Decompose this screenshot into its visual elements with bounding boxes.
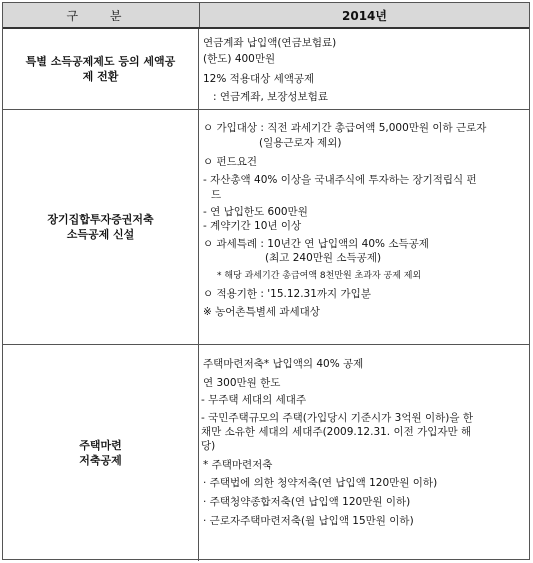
content-line: ㅇ 펀드요건	[203, 156, 258, 168]
content-line: ※ 농어촌특별세 과세대상	[203, 306, 320, 318]
content-line: (일용근로자 제외)	[259, 137, 342, 149]
content-line: (한도) 400만원	[203, 53, 276, 65]
content-line: (최고 240만원 소득공제)	[265, 252, 382, 264]
content-line: 연 300만원 한도	[203, 377, 281, 389]
content-line: 채만 소유한 세대의 세대주(2009.12.31. 이전 가입자만 해	[201, 426, 472, 438]
tax-deduction-table	[2, 2, 530, 560]
content-line: ㅇ 가입대상 : 직전 과세기간 총급여액 5,000만원 이하 근로자	[203, 122, 487, 134]
content-line: : 연금계좌, 보장성보험료	[213, 91, 328, 103]
content-line: · 주택법에 의한 청약저축(연 납입액 120만원 이하)	[203, 477, 438, 489]
content-line: · 근로자주택마련저축(월 납입액 15만원 이하)	[203, 515, 414, 527]
content-line: * 주택마련저축	[203, 459, 273, 471]
content-line: - 연 납입한도 600만원	[203, 206, 308, 218]
content-line: 주택마련저축* 납입액의 40% 공제	[203, 358, 364, 370]
content-line: ㅇ 과세특례 : 10년간 연 납입액의 40% 소득공제	[203, 238, 429, 250]
row-content	[199, 29, 529, 109]
content-line: 드	[211, 189, 222, 201]
content-line: - 계약기간 10년 이상	[203, 220, 302, 232]
row-label: 장기집합투자증권저축 소득공제 신설	[3, 110, 199, 344]
header-category: 구 분	[3, 3, 200, 27]
content-line: 당)	[201, 440, 216, 452]
header-year: 2014년	[342, 8, 387, 23]
content-line: * 해당 과세기간 총급여액 8천만원 초과자 공제 제외	[217, 271, 422, 281]
content-line: · 주택청약종합저축(연 납입액 120만원 이하)	[203, 496, 411, 508]
table-row-special-deduction	[3, 29, 529, 110]
row-label: 특별 소득공제제도 등의 세액공제 전환	[3, 29, 199, 109]
row-content	[199, 110, 529, 344]
content-line: - 무주택 세대의 세대주	[201, 394, 307, 406]
row-content	[199, 345, 529, 561]
row-label: 주택마련 저축공제	[3, 345, 199, 561]
table-header	[3, 3, 529, 29]
table-row-long-term-fund	[3, 110, 529, 345]
content-line: - 국민주택규모의 주택(가입당시 기준시가 3억원 이하)을 한	[201, 412, 473, 424]
content-line: - 자산총액 40% 이상을 국내주식에 투자하는 장기적립식 펀	[203, 174, 477, 186]
content-line: ㅇ 적용기한 : '15.12.31까지 가입분	[203, 288, 371, 300]
table-row-housing-savings	[3, 345, 529, 561]
content-line: 12% 적용대상 세액공제	[203, 73, 315, 85]
content-line: 연금계좌 납입액(연금보험료)	[203, 37, 337, 49]
